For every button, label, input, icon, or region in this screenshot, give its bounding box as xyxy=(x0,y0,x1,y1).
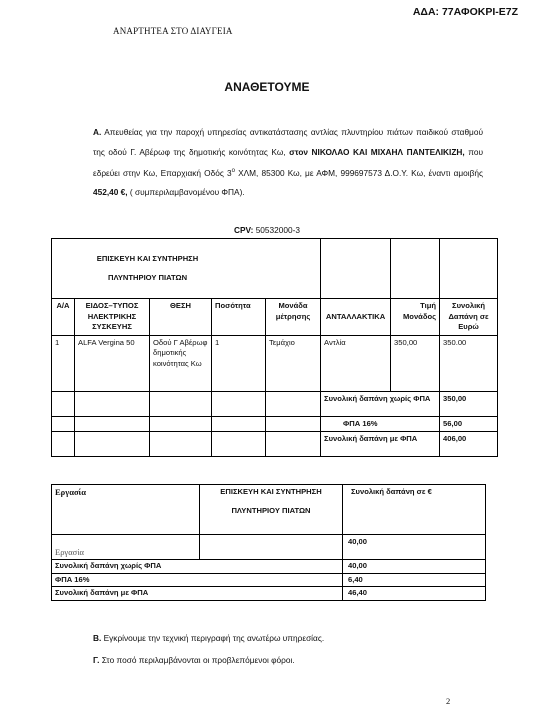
paragraph-text-2: που εδρεύει στην Κω, Επαρχιακή Οδός 3 xyxy=(93,146,483,178)
table1-heading xyxy=(52,239,321,299)
note-b xyxy=(93,633,324,643)
cell-unit-price: 350,00 xyxy=(391,335,440,391)
labor-table xyxy=(51,484,486,601)
total-cost-header: Συνολική δαπάνη σε € xyxy=(343,485,486,535)
cell-aa: 1 xyxy=(52,335,75,391)
total-net-value: 350,00 xyxy=(440,391,498,416)
table-row xyxy=(52,391,498,416)
assignment-paragraph xyxy=(93,123,483,203)
table2-heading-line1: ΕΠΙΣΚΕΥΗ ΚΑΙ ΣΥΝΤΗΡΗΣΗ xyxy=(220,487,322,496)
col-header-total: Συνολική Δαπάνη σε Ευρώ xyxy=(440,299,498,336)
labor-vat-value: 6,40 xyxy=(343,573,486,587)
labor-label: Εργασία xyxy=(52,535,200,560)
note-g-label: Γ. xyxy=(93,655,100,665)
table-row xyxy=(52,416,498,432)
labor-total-gross-label: Συνολική δαπάνη με ΦΠΑ xyxy=(52,587,343,601)
table-row xyxy=(52,432,498,457)
empty-cell xyxy=(440,239,498,299)
table1-heading-line1: ΕΠΙΣΚΕΥΗ ΚΑΙ ΣΥΝΤΗΡΗΣΗ xyxy=(96,254,199,263)
table-row xyxy=(52,560,486,574)
col-header-parts: ΑΝΤΑΛΛΑΚΤΙΚΑ xyxy=(321,299,391,336)
cpv-value: 50532000-3 xyxy=(255,225,300,235)
paragraph-text-4: ( συμπεριλαμβανομένου ΦΠΑ). xyxy=(129,187,245,198)
vat-value: 56,00 xyxy=(440,416,498,432)
table2-heading-line2: ΠΛΥΝΤΗΡΙΟΥ ΠΙΑΤΩΝ xyxy=(231,505,311,515)
total-gross-label: Συνολική δαπάνη με ΦΠΑ xyxy=(321,432,440,457)
page-number: 2 xyxy=(446,696,451,706)
labor-total-net-value: 40,00 xyxy=(343,560,486,574)
col-header-location: ΘΕΣΗ xyxy=(150,299,212,336)
labor-total-net-label: Συνολική δαπάνη χωρίς ΦΠΑ xyxy=(52,560,343,574)
cell-quantity: 1 xyxy=(212,335,266,391)
note-g xyxy=(93,655,295,665)
labor-vat-label: ΦΠΑ 16% xyxy=(52,573,343,587)
materials-table xyxy=(51,238,498,457)
cell-type: ALFA Vergina 50 xyxy=(75,335,150,391)
col-header-unit-price: Τιμή Μονάδος xyxy=(391,299,440,336)
paragraph-label: Α. xyxy=(93,127,102,137)
paragraph-text-3: ΧΛΜ, 85300 Κω, με ΑΦΜ, 999697573 Δ.Ο.Υ. Κω, έναντι αμοιβής xyxy=(238,167,483,178)
cpv-line xyxy=(0,225,534,235)
table-row xyxy=(52,535,486,560)
table2-heading xyxy=(200,485,343,535)
cpv-label: CPV: xyxy=(234,225,254,235)
labor-total-gross-value: 46,40 xyxy=(343,587,486,601)
col-header-type: ΕΙΔΟΣ–ΤΥΠΟΣ ΗΛΕΚΤΡΙΚΗΣ ΣΥΣΚΕΥΗΣ xyxy=(75,299,150,336)
total-net-label: Συνολική δαπάνη χωρίς ΦΠΑ xyxy=(321,391,440,416)
cell-total: 350.00 xyxy=(440,335,498,391)
ada-code: ΑΔΑ: 77ΑΦΟΚΡΙ-Ε7Ζ xyxy=(412,6,518,18)
table-row xyxy=(52,587,486,601)
note-b-text: Εγκρίνουμε την τεχνική περιγραφή της ανωτέρω υπηρεσίας. xyxy=(103,633,325,643)
total-gross-value: 406,00 xyxy=(440,432,498,457)
col-header-unit: Μονάδα μέτρησης xyxy=(266,299,321,336)
table-row xyxy=(52,335,498,391)
cell-unit: Τεμάχιο xyxy=(266,335,321,391)
note-b-label: Β. xyxy=(93,633,102,643)
cell-part: Αντλία xyxy=(321,335,391,391)
contract-amount: 452,40 €, xyxy=(93,187,128,198)
labor-value: 40,00 xyxy=(343,535,486,560)
cell-location: Οδού Γ Αβέρωφ δημοτικής κοινότητας Κω xyxy=(150,335,212,391)
contractor-name: στον ΝΙΚΟΛΑΟ ΚΑΙ ΜΙΧΑΗΛ ΠΑΝΤΕΛΙΚΙΖΗ, xyxy=(289,146,465,157)
empty-cell xyxy=(321,239,391,299)
note-g-text: Στο ποσό περιλαμβάνονται οι προβλεπόμενοι φόροι. xyxy=(101,655,295,665)
col-header-quantity: Ποσότητα xyxy=(212,299,266,336)
paragraph-text-1: Απευθείας για την παροχή υπηρεσίας αντικατάστασης αντλίας πλυντηρίου πιάτων παιδικού σταθμού της οδού Γ. Αβέρωφ της δημοτικής κοινότητας Κω, xyxy=(93,127,483,157)
table1-heading-line2: ΠΛΥΝΤΗΡΙΟΥ ΠΙΑΤΩΝ xyxy=(107,272,188,282)
empty-cell xyxy=(391,239,440,299)
posting-notice: ΑΝΑΡΤΗΤΕΑ ΣΤΟ ΔΙΑΥΓΕΙΑ xyxy=(113,26,233,36)
labor-col-header: Εργασία xyxy=(52,485,200,535)
table-row xyxy=(52,573,486,587)
document-title: ΑΝΑΘΕΤΟΥΜΕ xyxy=(224,80,310,94)
col-header-aa: Α/Α xyxy=(52,299,75,336)
superscript-o: ο xyxy=(231,168,235,174)
vat-label: ΦΠΑ 16% xyxy=(321,416,440,432)
